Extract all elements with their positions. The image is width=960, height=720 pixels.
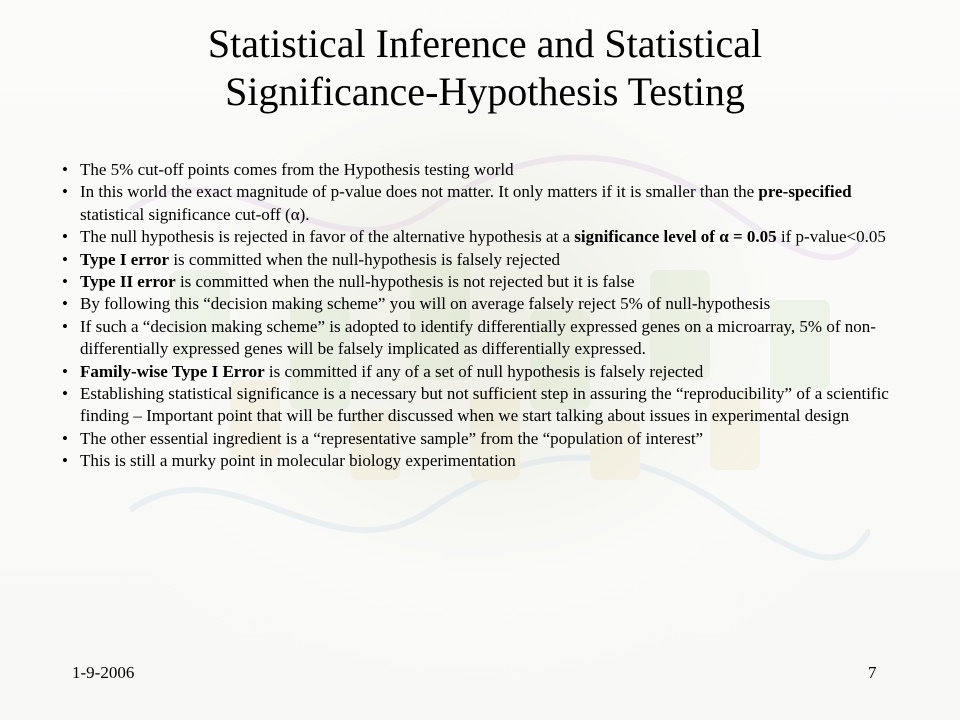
bullet-icon: • — [62, 227, 68, 247]
bullet-icon: • — [62, 384, 68, 404]
bullet-list — [62, 159, 912, 473]
bullet-text: The null hypothesis is rejected in favor of the alternative hypothesis at a — [80, 227, 575, 247]
bullet-text: if p-value<0.05 — [776, 227, 886, 247]
bullet-bold-text: Type II error — [80, 272, 176, 292]
bullet-text: is committed when the null-hypothesis is falsely rejected — [169, 249, 560, 269]
bullet-bold-text: Type I error — [80, 249, 170, 269]
bullet-text: Establishing statistical significance is a necessary but not sufficient step in assuring the “reproducibility” of a scientific finding – Important point that will be further discussed when we start talking about issues in experimental design — [80, 384, 889, 426]
bullet-text: This is still a murky point in molecular biology experimentation — [80, 451, 516, 471]
bullet-text: is committed when the null-hypothesis is not rejected but it is false — [175, 272, 635, 292]
bullet-item — [62, 249, 912, 271]
slide-title — [80, 20, 890, 116]
bullet-icon: • — [62, 249, 68, 269]
bullet-text: The 5% cut-off points comes from the Hypothesis testing world — [80, 160, 514, 179]
title-line-1: Statistical Inference and Statistical — [207, 21, 763, 66]
bullet-item — [62, 159, 912, 181]
bullet-icon: • — [62, 160, 68, 179]
bullet-icon: • — [62, 182, 68, 202]
bullet-icon: • — [62, 316, 68, 336]
bullet-item — [62, 361, 912, 383]
bullet-text: The other essential ingredient is a “representative sample” from the “population of interest” — [80, 428, 704, 448]
footer-date: 1-9-2006 — [72, 663, 135, 682]
bullet-text: If such a “decision making scheme” is adopted to identify differentially expressed genes on a microarray, 5% of non-differentially expressed genes will be falsely implicated as differentially expressed. — [80, 316, 876, 359]
bullet-text: statistical significance cut-off (α). — [80, 204, 310, 224]
bullet-text: In this world the exact magnitude of p-value does not matter. It only matters if it is smaller than the — [80, 182, 759, 202]
bullet-bold-text: significance level of α = 0.05 — [574, 227, 777, 247]
bullet-icon: • — [62, 428, 68, 448]
bullet-icon: • — [62, 361, 68, 381]
bullet-item — [62, 383, 912, 428]
bullet-item — [62, 450, 912, 472]
bullet-bold-text: Family-wise Type I Error — [80, 361, 265, 381]
bullet-item — [62, 226, 912, 248]
bullet-text: By following this “decision making scheme” you will on average falsely reject 5% of null-hypothesis — [80, 294, 771, 314]
bullet-item — [62, 181, 912, 226]
title-line-2: Significance-Hypothesis Testing — [225, 69, 745, 114]
bullet-bold-text: pre-specified — [758, 182, 852, 202]
bullet-item — [62, 271, 912, 293]
bullet-text: is committed if any of a set of null hypothesis is falsely rejected — [264, 361, 704, 381]
page-number: 7 — [868, 663, 877, 682]
bullet-item — [62, 316, 912, 361]
bullet-item — [62, 293, 912, 315]
bullet-icon: • — [62, 451, 68, 471]
bullet-icon: • — [62, 294, 68, 314]
bullet-icon: • — [62, 272, 68, 292]
bullet-item — [62, 428, 912, 450]
